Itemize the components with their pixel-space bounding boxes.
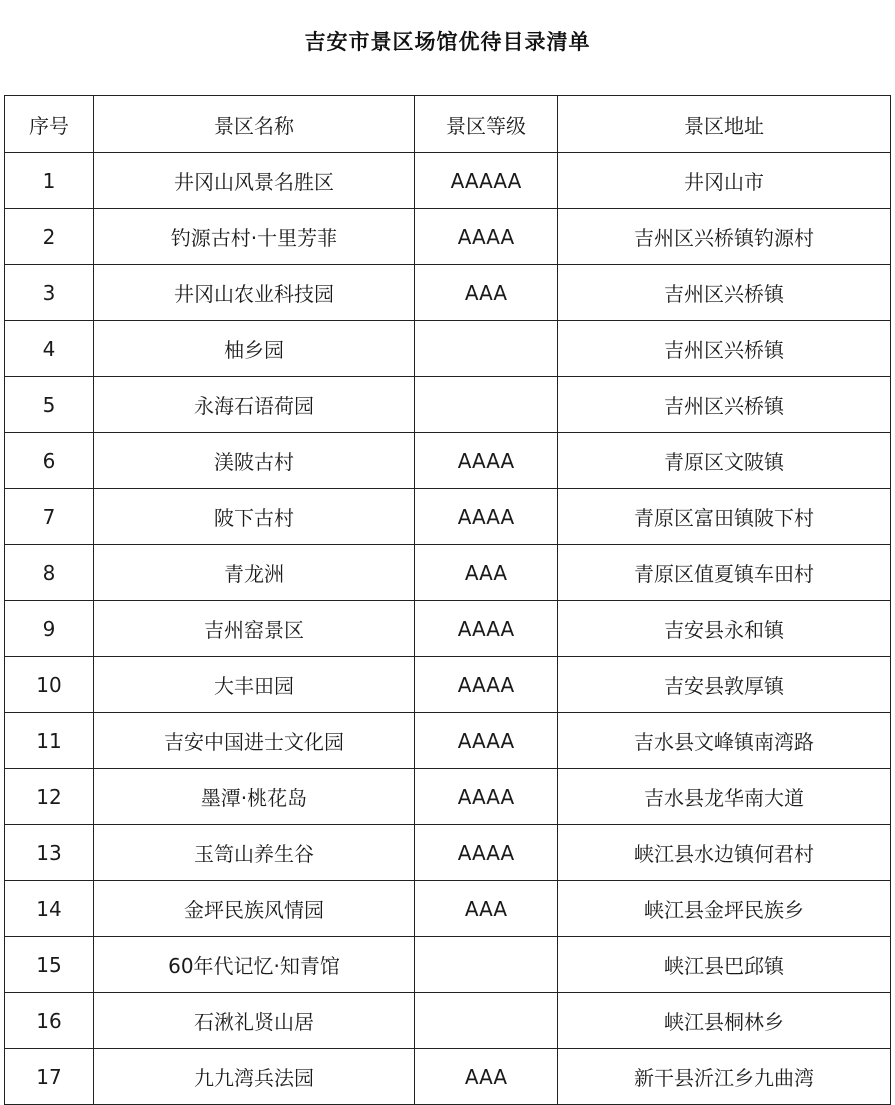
cell-scenic-grade <box>415 993 558 1049</box>
cell-scenic-name: 墨潭·桃花岛 <box>94 769 415 825</box>
table-row <box>5 601 891 657</box>
table-row <box>5 321 891 377</box>
cell-scenic-name: 金坪民族风情园 <box>94 881 415 937</box>
cell-scenic-name: 渼陂古村 <box>94 433 415 489</box>
cell-scenic-address: 新干县沂江乡九曲湾 <box>558 1049 891 1105</box>
cell-scenic-address: 吉水县龙华南大道 <box>558 769 891 825</box>
cell-number: 7 <box>5 489 94 545</box>
table-row <box>5 265 891 321</box>
scenic-catalog-table <box>4 95 891 1105</box>
cell-scenic-grade <box>415 937 558 993</box>
cell-number: 3 <box>5 265 94 321</box>
cell-scenic-name: 钓源古村·十里芳菲 <box>94 209 415 265</box>
table-row <box>5 993 891 1049</box>
cell-scenic-name: 九九湾兵法园 <box>94 1049 415 1105</box>
cell-scenic-name: 井冈山农业科技园 <box>94 265 415 321</box>
table-row <box>5 713 891 769</box>
cell-scenic-grade: AAAA <box>415 433 558 489</box>
table-row <box>5 377 891 433</box>
cell-number: 12 <box>5 769 94 825</box>
column-header-address: 景区地址 <box>558 96 891 153</box>
cell-scenic-address: 峡江县金坪民族乡 <box>558 881 891 937</box>
cell-scenic-grade: AAA <box>415 1049 558 1105</box>
cell-scenic-address: 吉安县永和镇 <box>558 601 891 657</box>
cell-number: 13 <box>5 825 94 881</box>
cell-number: 15 <box>5 937 94 993</box>
table-header <box>5 96 891 153</box>
cell-scenic-grade: AAA <box>415 545 558 601</box>
cell-scenic-name: 大丰田园 <box>94 657 415 713</box>
cell-scenic-address: 峡江县巴邱镇 <box>558 937 891 993</box>
cell-scenic-name: 吉州窑景区 <box>94 601 415 657</box>
cell-number: 11 <box>5 713 94 769</box>
cell-scenic-grade: AAA <box>415 265 558 321</box>
cell-scenic-grade: AAAAA <box>415 153 558 209</box>
cell-scenic-address: 青原区文陂镇 <box>558 433 891 489</box>
table-row <box>5 433 891 489</box>
table-row <box>5 1049 891 1105</box>
table-row <box>5 209 891 265</box>
cell-number: 1 <box>5 153 94 209</box>
table-row <box>5 153 891 209</box>
cell-scenic-address: 吉水县文峰镇南湾路 <box>558 713 891 769</box>
cell-number: 6 <box>5 433 94 489</box>
header-row <box>5 96 891 153</box>
cell-number: 10 <box>5 657 94 713</box>
cell-scenic-address: 峡江县桐林乡 <box>558 993 891 1049</box>
cell-scenic-address: 青原区值夏镇车田村 <box>558 545 891 601</box>
cell-scenic-name: 玉笥山养生谷 <box>94 825 415 881</box>
cell-scenic-name: 青龙洲 <box>94 545 415 601</box>
cell-number: 5 <box>5 377 94 433</box>
cell-scenic-name: 吉安中国进士文化园 <box>94 713 415 769</box>
page-title: 吉安市景区场馆优待目录清单 <box>304 30 591 54</box>
cell-scenic-grade: AAAA <box>415 769 558 825</box>
table-row <box>5 545 891 601</box>
cell-number: 4 <box>5 321 94 377</box>
cell-scenic-address: 吉州区兴桥镇 <box>558 321 891 377</box>
cell-number: 14 <box>5 881 94 937</box>
cell-scenic-name: 永海石语荷园 <box>94 377 415 433</box>
cell-scenic-grade: AAAA <box>415 713 558 769</box>
cell-scenic-address: 吉安县敦厚镇 <box>558 657 891 713</box>
cell-number: 16 <box>5 993 94 1049</box>
cell-scenic-address: 峡江县水边镇何君村 <box>558 825 891 881</box>
cell-number: 9 <box>5 601 94 657</box>
table-row <box>5 825 891 881</box>
cell-scenic-address: 青原区富田镇陂下村 <box>558 489 891 545</box>
cell-number: 2 <box>5 209 94 265</box>
column-header-grade: 景区等级 <box>415 96 558 153</box>
cell-scenic-name: 井冈山风景名胜区 <box>94 153 415 209</box>
cell-scenic-grade: AAA <box>415 881 558 937</box>
cell-scenic-grade <box>415 321 558 377</box>
cell-scenic-address: 吉州区兴桥镇钓源村 <box>558 209 891 265</box>
cell-number: 8 <box>5 545 94 601</box>
cell-number: 17 <box>5 1049 94 1105</box>
cell-scenic-address: 井冈山市 <box>558 153 891 209</box>
cell-scenic-name: 石湫礼贤山居 <box>94 993 415 1049</box>
table-row <box>5 881 891 937</box>
cell-scenic-address: 吉州区兴桥镇 <box>558 265 891 321</box>
table-row <box>5 937 891 993</box>
table-row <box>5 657 891 713</box>
cell-scenic-grade <box>415 377 558 433</box>
column-header-name: 景区名称 <box>94 96 415 153</box>
cell-scenic-name: 柚乡园 <box>94 321 415 377</box>
cell-scenic-address: 吉州区兴桥镇 <box>558 377 891 433</box>
table-body <box>5 153 891 1105</box>
cell-scenic-name: 60年代记忆·知青馆 <box>94 937 415 993</box>
cell-scenic-grade: AAAA <box>415 489 558 545</box>
cell-scenic-grade: AAAA <box>415 657 558 713</box>
cell-scenic-name: 陂下古村 <box>94 489 415 545</box>
cell-scenic-grade: AAAA <box>415 825 558 881</box>
column-header-number: 序号 <box>5 96 94 153</box>
table-row <box>5 769 891 825</box>
cell-scenic-grade: AAAA <box>415 601 558 657</box>
cell-scenic-grade: AAAA <box>415 209 558 265</box>
table-row <box>5 489 891 545</box>
